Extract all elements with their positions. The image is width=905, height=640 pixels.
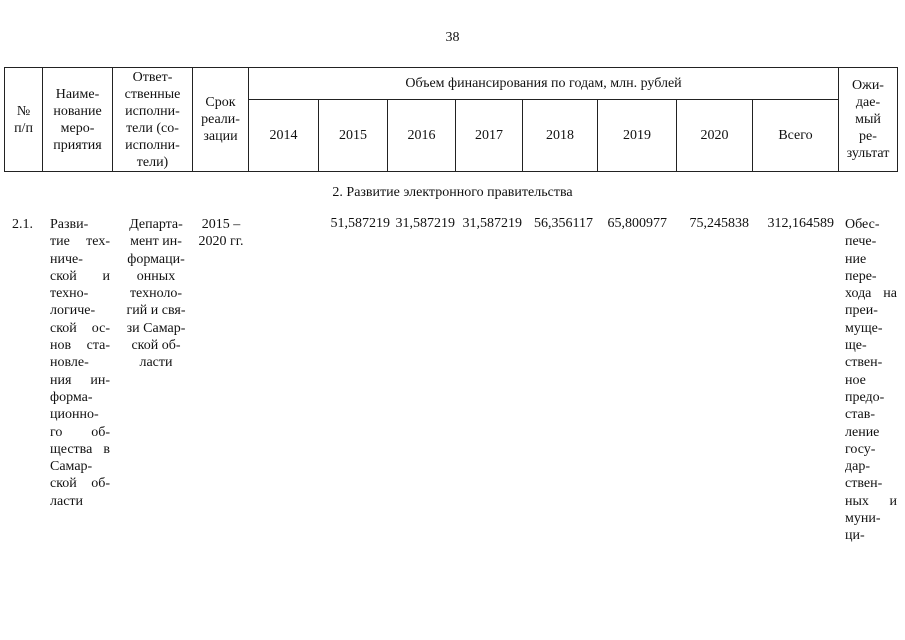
name-line: логиче-: [50, 303, 96, 319]
result-line: ных и: [845, 493, 897, 509]
header-year-2020: 2020: [677, 100, 753, 172]
row-responsible: [120, 216, 192, 372]
resp-line: ласти: [139, 355, 173, 371]
header-total: Всего: [753, 100, 839, 172]
row-result: [845, 216, 897, 545]
header-result-cell: [839, 68, 898, 172]
resp-line: гий и свя-: [126, 303, 186, 319]
result-line: ци-: [845, 528, 865, 544]
result-line: ствен-: [845, 355, 883, 371]
name-line: ской ос-: [50, 320, 110, 336]
resp-line: ской об-: [131, 338, 181, 354]
name-line: ционно-: [50, 407, 99, 423]
resp-line: Департа-: [129, 217, 183, 232]
header-text: приятия: [53, 137, 102, 153]
name-line: новле-: [50, 355, 89, 371]
header-name-cell: [43, 68, 113, 172]
header-text: мый: [855, 112, 881, 127]
result-line: пере-: [845, 268, 877, 284]
name-line: го об-: [50, 424, 110, 440]
result-line: муни-: [845, 511, 881, 527]
header-year-2015: 2015: [319, 100, 388, 172]
result-line: ще-: [845, 338, 867, 354]
row-name: [50, 216, 110, 510]
name-line: Разви-: [50, 217, 89, 232]
value-total: 312,164589: [767, 216, 834, 231]
value-2015: 51,587219: [330, 216, 390, 231]
header-text: меро-: [60, 120, 95, 136]
result-line: ление: [845, 424, 880, 440]
header-text: зультат: [846, 146, 890, 161]
header-year-2019: 2019: [598, 100, 677, 172]
result-line: ствен-: [845, 476, 883, 492]
term-line: 2020 гг.: [198, 234, 244, 250]
result-line: дар-: [845, 459, 870, 475]
value-2017: 31,587219: [462, 216, 522, 231]
header-text: дае-: [855, 95, 881, 110]
name-line: ния ин-: [50, 372, 110, 388]
value-2018: 56,356117: [534, 216, 593, 231]
row-number: 2.1.: [12, 217, 33, 232]
header-text: исполни-: [125, 103, 180, 119]
resp-line: зи Самар-: [126, 320, 186, 336]
name-line: ниче-: [50, 251, 83, 267]
header-finance-title: Объем финансирования по годам, млн. рублей: [249, 68, 839, 100]
header-year-2014: 2014: [249, 100, 319, 172]
result-line: став-: [845, 407, 875, 423]
header-year-2016: 2016: [388, 100, 456, 172]
name-line: ласти: [50, 493, 84, 509]
value-2019: 65,800977: [607, 216, 667, 231]
header-text: Ожи-: [852, 78, 884, 93]
header-text: ре-: [859, 129, 877, 144]
table-header: [4, 67, 898, 172]
header-text: №: [16, 103, 31, 119]
header-text: Ответ-: [132, 69, 173, 85]
header-text: Срок: [205, 95, 236, 110]
section-title: 2. Развитие электронного правительства: [332, 185, 573, 200]
header-num-cell: [5, 68, 43, 172]
header-text: тели (со-: [126, 120, 179, 136]
resp-line: онных: [136, 268, 176, 284]
term-line: 2015 –: [201, 217, 241, 232]
resp-line: техноло-: [129, 286, 183, 302]
name-line: техно-: [50, 286, 89, 302]
name-line: тие тех-: [50, 234, 110, 250]
result-line: Обес-: [845, 217, 880, 232]
name-line: щества в: [50, 441, 110, 457]
result-line: хода на: [845, 286, 897, 302]
row-term: [193, 216, 249, 251]
result-line: ние: [845, 251, 867, 267]
header-responsible-cell: [113, 68, 193, 172]
name-line: ской об-: [50, 476, 110, 492]
name-line: Самар-: [50, 459, 93, 475]
header-text: п/п: [14, 120, 33, 136]
name-line: ской и: [50, 268, 110, 284]
header-year-2017: 2017: [456, 100, 523, 172]
header-text: исполни-: [125, 137, 180, 153]
name-line: форма-: [50, 389, 93, 405]
name-line: нов ста-: [50, 338, 110, 354]
value-2016: 31,587219: [395, 216, 455, 231]
page-number: 38: [445, 30, 460, 45]
header-year-2018: 2018: [523, 100, 598, 172]
header-text: тели): [136, 154, 169, 170]
result-line: предо-: [845, 389, 885, 405]
header-text: зации: [203, 129, 238, 144]
resp-line: формаци-: [127, 251, 185, 267]
result-line: госу-: [845, 441, 876, 457]
header-text: Наиме-: [55, 86, 100, 102]
header-text: реали-: [201, 112, 240, 127]
header-text: нование: [53, 103, 102, 119]
result-line: преи-: [845, 303, 878, 319]
result-line: пече-: [845, 234, 877, 250]
header-term-cell: [193, 68, 249, 172]
result-line: ное: [845, 372, 866, 388]
value-2020: 75,245838: [689, 216, 749, 231]
resp-line: мент ин-: [130, 234, 182, 250]
header-text: ственные: [124, 86, 181, 102]
result-line: муще-: [845, 320, 883, 336]
